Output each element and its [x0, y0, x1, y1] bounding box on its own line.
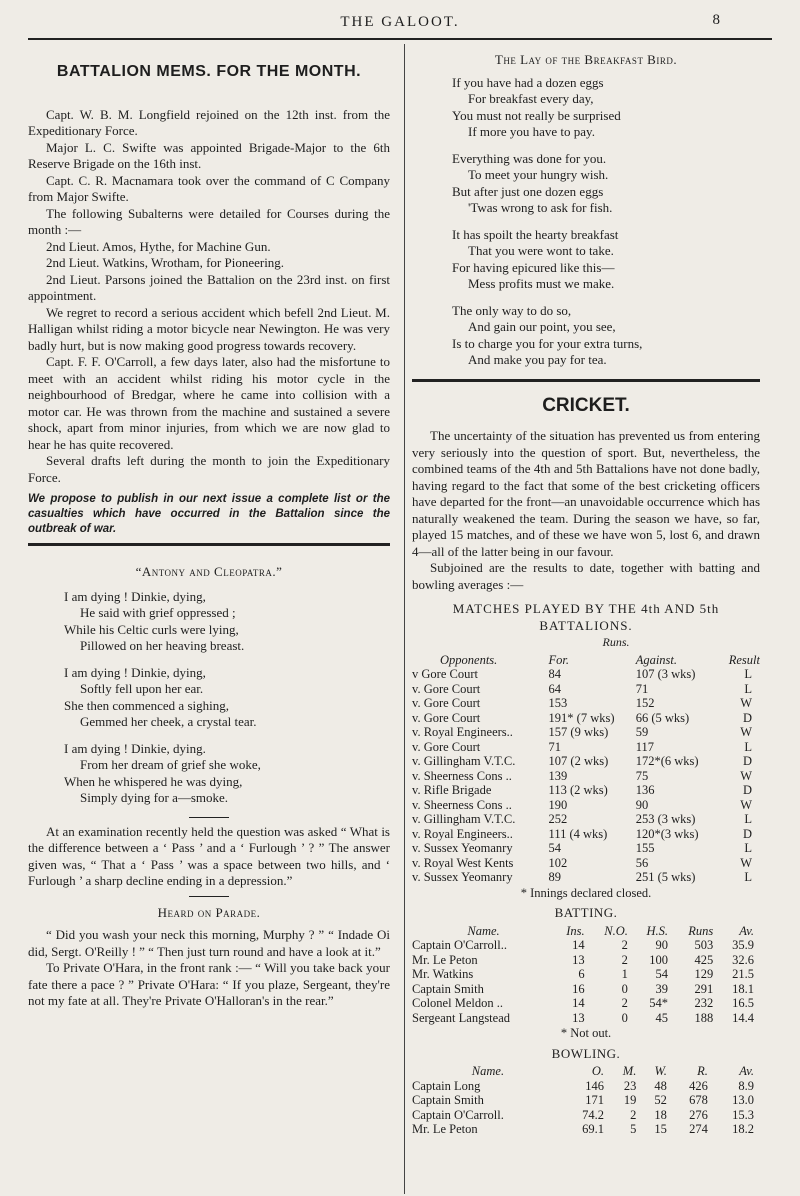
- paragraph: 2nd Lieut. Parsons joined the Battalion on the 23rd inst. on first appointment.: [28, 271, 390, 303]
- bird-title: The Lay of the Breakfast Bird.: [494, 52, 678, 67]
- for-cell: 153: [548, 696, 568, 710]
- table-row: [412, 870, 760, 885]
- table-row: [412, 696, 760, 711]
- result-cell: L: [744, 841, 752, 855]
- table-row: [412, 1079, 760, 1094]
- table-row: [412, 827, 760, 842]
- mems-heading: BATTALION MEMS. FOR THE MONTH.: [56, 63, 362, 80]
- stat-cell: 171: [585, 1093, 604, 1107]
- column-header: W.: [654, 1064, 667, 1078]
- header-rule: [28, 38, 772, 40]
- stat-cell: 100: [649, 952, 669, 967]
- poem-stanza: [452, 151, 760, 217]
- stat-cell: 2: [621, 938, 628, 952]
- opponent-cell: v. Gore Court: [412, 681, 481, 696]
- column-header: M.: [622, 1064, 637, 1078]
- stat-cell: 32.6: [732, 952, 754, 967]
- table-row: [412, 841, 760, 856]
- column-divider: [404, 44, 405, 1194]
- stat-cell: 129: [694, 967, 714, 981]
- table-row: [412, 711, 760, 726]
- exam-paragraph: At an examination recently held the question was asked “ What is the difference between a ‘ Pass ’ and a ‘ Furlough ’ ? ” The answer given was, “ That a ‘ Pass ’ was a space between two hills, and ‘ Furlough ’ a sharp decline ending in a depression.”: [28, 823, 390, 888]
- table-row: [412, 812, 760, 827]
- poem-stanza: [452, 75, 760, 141]
- stat-cell: 13.0: [732, 1093, 754, 1107]
- poem-stanza: [64, 589, 390, 655]
- opponent-cell: v. Gillingham V.T.C.: [412, 812, 516, 826]
- for-cell: 111 (4 wks): [548, 826, 608, 841]
- paragraph: 2nd Lieut. Amos, Hythe, for Machine Gun.: [46, 238, 271, 254]
- publication-title: THE GALOOT.: [340, 14, 460, 30]
- for-cell: 139: [548, 768, 568, 783]
- stat-cell: 678: [689, 1093, 708, 1107]
- column-header: Av.: [739, 923, 754, 938]
- antony-poem: [64, 589, 390, 807]
- column-header: Av.: [739, 1064, 754, 1078]
- poem-line: That you were wont to take.: [468, 243, 614, 258]
- for-cell: 190: [548, 797, 568, 812]
- poem-line: Softly fell upon her ear.: [80, 681, 204, 696]
- short-rule: [189, 896, 229, 897]
- left-column: [28, 44, 390, 1194]
- against-cell: 253 (3 wks): [635, 812, 696, 826]
- stat-cell: 18.2: [732, 1122, 754, 1136]
- stat-cell: 48: [654, 1078, 667, 1093]
- poem-line: She then commenced a sighing,: [64, 697, 229, 713]
- opponent-cell: v. Gillingham V.T.C.: [412, 754, 516, 768]
- poem-line: For having epicured like this—: [452, 259, 615, 275]
- for-cell: 84: [548, 667, 562, 681]
- stat-cell: 14.4: [732, 1010, 754, 1025]
- poem-line: And gain our point, you see,: [468, 319, 616, 334]
- stat-cell: 274: [689, 1122, 708, 1136]
- short-rule: [189, 817, 229, 818]
- against-cell: 71: [635, 681, 649, 696]
- result-cell: W: [740, 797, 752, 812]
- against-cell: 172*(6 wks): [635, 754, 699, 768]
- paragraph: To Private O'Hara, in the front rank :— “ Will you take back your fate there a pace ? ” Private O'Hara: “ If you plaze, Sergeant, they're not my fate at all. They're Private O'Halloran's in the rear.”: [28, 960, 390, 1008]
- for-cell: 157 (9 wks): [548, 725, 609, 739]
- against-cell: 56: [635, 855, 649, 870]
- opponent-cell: v. Royal West Kents: [412, 855, 514, 870]
- section-rule: [412, 379, 760, 382]
- against-cell: 155: [635, 841, 655, 855]
- batting-heading: BATTING.: [554, 905, 618, 920]
- opponent-cell: v. Royal Engineers..: [412, 826, 513, 841]
- opponent-cell: v. Rifle Brigade: [412, 783, 492, 797]
- result-cell: W: [740, 768, 752, 783]
- poem-line: When he whispered he was dying,: [64, 773, 243, 789]
- poem-line: 'Twas wrong to ask for fish.: [468, 200, 613, 215]
- stat-cell: 21.5: [732, 967, 754, 981]
- stat-cell: 23: [623, 1078, 637, 1093]
- poem-line: You must not really be surprised: [452, 107, 621, 123]
- stat-cell: 2: [621, 952, 628, 967]
- poem-line: Everything was done for you.: [452, 150, 607, 166]
- name-cell: Captain O'Carroll..: [412, 938, 507, 952]
- stat-cell: 6: [578, 967, 585, 981]
- poem-line: I am dying ! Dinkie, dying,: [64, 664, 206, 680]
- stat-cell: 2: [621, 996, 628, 1010]
- against-cell: 75: [635, 768, 649, 783]
- stat-cell: 14: [572, 938, 585, 952]
- mems-body: [28, 107, 390, 487]
- stat-cell: 74.2: [582, 1107, 604, 1122]
- column-header: N.O.: [604, 923, 628, 938]
- stat-cell: 35.9: [732, 938, 754, 952]
- name-cell: Captain Smith: [412, 981, 484, 996]
- poem-line: For breakfast every day,: [468, 91, 594, 106]
- poem-line: I am dying ! Dinkie, dying,: [64, 588, 206, 604]
- name-cell: Mr. Le Peton: [412, 1122, 478, 1136]
- batting-footnote: * Not out.: [560, 1026, 612, 1040]
- paragraph: The following Subalterns were detailed for Courses during the month :—: [28, 205, 390, 237]
- opponent-cell: v Gore Court: [412, 667, 478, 681]
- poem-stanza: [64, 665, 390, 731]
- column-header: Name.: [471, 1064, 505, 1078]
- poem-line: If you have had a dozen eggs: [452, 74, 604, 90]
- paragraph: 2nd Lieut. Watkins, Wrotham, for Pioneering.: [46, 255, 285, 270]
- for-cell: 102: [548, 855, 568, 870]
- name-cell: Captain O'Carroll.: [412, 1107, 504, 1122]
- against-cell: 152: [635, 696, 655, 710]
- for-cell: 252: [548, 812, 568, 826]
- stat-cell: 90: [655, 938, 669, 952]
- paragraph: Capt. W. B. M. Longfield rejoined on the 12th inst. from the Expeditionary Force.: [28, 106, 390, 138]
- table-row: [412, 856, 760, 871]
- against-cell: 107 (3 wks): [635, 667, 696, 681]
- result-cell: L: [744, 812, 752, 826]
- poem-line: It has spoilt the hearty breakfast: [452, 226, 619, 242]
- poem-line: The only way to do so,: [452, 302, 572, 318]
- table-row: [412, 769, 760, 784]
- opponent-cell: v. Sheerness Cons ..: [412, 797, 512, 812]
- stat-cell: 8.9: [738, 1078, 754, 1093]
- column-header: Ins.: [566, 923, 585, 938]
- poem-line: Gemmed her cheek, a crystal tear.: [80, 714, 257, 729]
- opponent-cell: v. Gore Court: [412, 739, 481, 754]
- paragraph: The uncertainty of the situation has prevented us from entering very seriously into the question of sport. But, nevertheless, the combined teams of the 4th and 5th Battalions have not done badly, having regard to the fact that some of the best cricketing officers have departed for the front—an unavoidable occurrence which has naturally weakened the team. During the season we have, so far, played 15 matches, and of these we have won 5, lost 6, and drawn 4—all of the latter being in our favour.: [412, 428, 760, 559]
- column-header: H.S.: [646, 923, 669, 938]
- poem-line: Is to charge you for your extra turns,: [452, 335, 643, 351]
- name-cell: Sergeant Langstead: [412, 1010, 510, 1025]
- result-cell: L: [744, 667, 752, 681]
- page-number: 8: [712, 12, 720, 28]
- antony-title: “Antony and Cleopatra.”: [135, 564, 283, 579]
- table-row: [412, 938, 760, 953]
- poem-line: Mess profits must we make.: [468, 276, 615, 291]
- matches-table: [412, 653, 760, 885]
- runs-label: Runs.: [602, 635, 630, 649]
- stat-cell: 0: [621, 1010, 628, 1025]
- for-cell: 54: [548, 841, 562, 855]
- cricket-heading: CRICKET.: [542, 394, 630, 416]
- against-cell: 120*(3 wks): [635, 826, 699, 841]
- opponent-cell: v. Sussex Yeomanry: [412, 870, 513, 884]
- name-cell: Mr. Watkins: [412, 967, 474, 981]
- table-row: [412, 1011, 760, 1026]
- stat-cell: 503: [694, 938, 714, 952]
- column-header: Runs: [688, 923, 714, 938]
- stat-cell: 15: [654, 1122, 667, 1136]
- stat-cell: 54*: [649, 996, 669, 1010]
- stat-cell: 276: [689, 1107, 708, 1122]
- result-cell: L: [744, 870, 752, 884]
- stat-cell: 18.1: [732, 981, 754, 996]
- result-cell: D: [742, 783, 752, 797]
- bird-poem: [452, 75, 760, 369]
- table-row: [412, 967, 760, 982]
- right-column: [412, 44, 760, 1194]
- stat-cell: 188: [694, 1010, 714, 1025]
- col-opponents: Opponents.: [440, 652, 498, 667]
- parade-body: [28, 927, 390, 1010]
- table-row: [412, 996, 760, 1011]
- table-row: [412, 740, 760, 755]
- name-cell: Captain Long: [412, 1078, 481, 1093]
- stat-cell: 45: [655, 1010, 669, 1025]
- poem-line: He said with grief oppressed ;: [80, 605, 236, 620]
- poem-line: I am dying ! Dinkie, dying.: [64, 740, 206, 756]
- stat-cell: 425: [694, 952, 714, 967]
- opponent-cell: v. Sussex Yeomanry: [412, 841, 513, 855]
- table-row: [412, 798, 760, 813]
- against-cell: 136: [635, 783, 655, 797]
- col-for: For.: [548, 652, 570, 667]
- result-cell: W: [740, 725, 752, 739]
- stat-cell: 13: [572, 952, 585, 967]
- paragraph: Capt. C. R. Macnamara took over the command of C Company from Major Swifte.: [28, 172, 390, 204]
- stat-cell: 1: [621, 967, 628, 981]
- name-cell: Captain Smith: [412, 1093, 484, 1107]
- opponent-cell: v. Gore Court: [412, 710, 481, 725]
- stat-cell: 5: [630, 1122, 637, 1136]
- table-row: [412, 1122, 760, 1137]
- stat-cell: 16: [572, 981, 585, 996]
- stat-cell: 13: [572, 1010, 585, 1025]
- table-row: [412, 1108, 760, 1123]
- paragraph: Several drafts left during the month to join the Expeditionary Force.: [28, 453, 390, 485]
- stat-cell: 15.3: [732, 1107, 754, 1122]
- result-cell: L: [744, 739, 752, 754]
- casualties-note: We propose to publish in our next issue a complete list or the casualties which have occurred in the Battalion since the outbreak of war.: [28, 493, 390, 535]
- stat-cell: 291: [694, 981, 714, 996]
- bowling-table: [412, 1064, 760, 1137]
- cricket-body: [412, 428, 760, 593]
- column-header: O.: [591, 1064, 604, 1078]
- result-cell: L: [744, 681, 752, 696]
- for-cell: 71: [548, 739, 562, 754]
- opponent-cell: v. Gore Court: [412, 696, 481, 710]
- stat-cell: 0: [621, 981, 628, 996]
- result-cell: W: [740, 696, 752, 710]
- table-row: [412, 725, 760, 740]
- poem-line: Pillowed on her heaving breast.: [80, 638, 245, 653]
- matches-footnote: * Innings declared closed.: [520, 885, 652, 900]
- poem-line: But after just one dozen eggs: [452, 183, 604, 199]
- for-cell: 191* (7 wks): [548, 710, 615, 725]
- for-cell: 107 (2 wks): [548, 754, 609, 768]
- poem-stanza: [452, 303, 760, 369]
- stat-cell: 146: [585, 1078, 604, 1093]
- batting-table: [412, 924, 760, 1026]
- result-cell: D: [742, 826, 752, 841]
- stat-cell: 16.5: [732, 996, 754, 1010]
- name-cell: Colonel Meldon ..: [412, 996, 503, 1010]
- opponent-cell: v. Royal Engineers..: [412, 725, 513, 739]
- poem-line: And make you pay for tea.: [468, 352, 607, 367]
- stat-cell: 14: [572, 996, 585, 1010]
- stat-cell: 232: [694, 996, 714, 1010]
- paragraph: Major L. C. Swifte was appointed Brigade-Major to the 6th Reserve Brigade on the 16th inst.: [28, 139, 390, 171]
- section-rule: [28, 543, 390, 546]
- result-cell: D: [742, 710, 752, 725]
- table-row: [412, 682, 760, 697]
- stat-cell: 426: [689, 1078, 708, 1093]
- stat-cell: 19: [623, 1093, 637, 1107]
- bowling-heading: BOWLING.: [551, 1045, 621, 1061]
- column-header: Name.: [467, 923, 500, 938]
- col-result: Result: [728, 652, 760, 667]
- table-row: [412, 982, 760, 997]
- table-row: [412, 667, 760, 682]
- against-cell: 251 (5 wks): [635, 870, 696, 884]
- paragraph: “ Did you wash your neck this morning, Murphy ? ” “ Indade Oi did, Sergt. O'Reilly ! ” “ Then just turn round and have a look at it.”: [28, 927, 390, 959]
- for-cell: 113 (2 wks): [548, 783, 608, 797]
- table-row: [412, 953, 760, 968]
- stat-cell: 39: [655, 981, 669, 996]
- name-cell: Mr. Le Peton: [412, 952, 478, 967]
- against-cell: 90: [635, 797, 649, 812]
- stat-cell: 54: [655, 967, 669, 981]
- table-row: [412, 783, 760, 798]
- stat-cell: 52: [654, 1093, 667, 1107]
- stat-cell: 69.1: [582, 1122, 604, 1136]
- paragraph: Capt. F. F. O'Carroll, a few days later, also had the misfortune to meet with an accident whilst riding his motor cycle in the neighbourhood of Bredgar, where he came into collision with a motor car. He was thrown from the machine and sustained a severe shock, apart from minor injuries, from which we are now glad to hear he has quite recovered.: [28, 354, 390, 452]
- col-against: Against.: [635, 652, 678, 667]
- for-cell: 89: [548, 870, 562, 884]
- result-cell: W: [740, 855, 752, 870]
- table-row: [412, 754, 760, 769]
- parade-title: Heard on Parade.: [157, 904, 261, 920]
- poem-line: Simply dying for a—smoke.: [80, 790, 229, 805]
- poem-stanza: [64, 741, 390, 807]
- against-cell: 66 (5 wks): [635, 710, 690, 725]
- poem-stanza: [452, 227, 760, 293]
- stat-cell: 18: [654, 1107, 667, 1122]
- against-cell: 117: [635, 739, 654, 754]
- table-row: [412, 1093, 760, 1108]
- poem-line: From her dream of grief she woke,: [80, 757, 261, 772]
- paragraph: We regret to record a serious accident which befell 2nd Lieut. M. Halligan whilst riding a motor bicycle near Newington. He was very badly hurt, but is now making good progress towards recovery.: [28, 304, 390, 353]
- poem-line: While his Celtic curls were lying,: [64, 621, 239, 637]
- result-cell: D: [742, 754, 752, 768]
- poem-line: If more you have to pay.: [468, 124, 595, 139]
- matches-heading: MATCHES PLAYED BY THE 4th AND 5th BATTALIONS.: [452, 601, 720, 633]
- stat-cell: 2: [630, 1107, 637, 1122]
- for-cell: 64: [548, 681, 562, 696]
- column-header: R.: [697, 1064, 708, 1078]
- against-cell: 59: [635, 725, 649, 739]
- matches-rows: [412, 667, 760, 885]
- paragraph: Subjoined are the results to date, together with batting and bowling averages :—: [412, 560, 760, 592]
- page-header: [0, 0, 800, 40]
- opponent-cell: v. Sheerness Cons ..: [412, 768, 512, 783]
- poem-line: To meet your hungry wish.: [468, 167, 609, 182]
